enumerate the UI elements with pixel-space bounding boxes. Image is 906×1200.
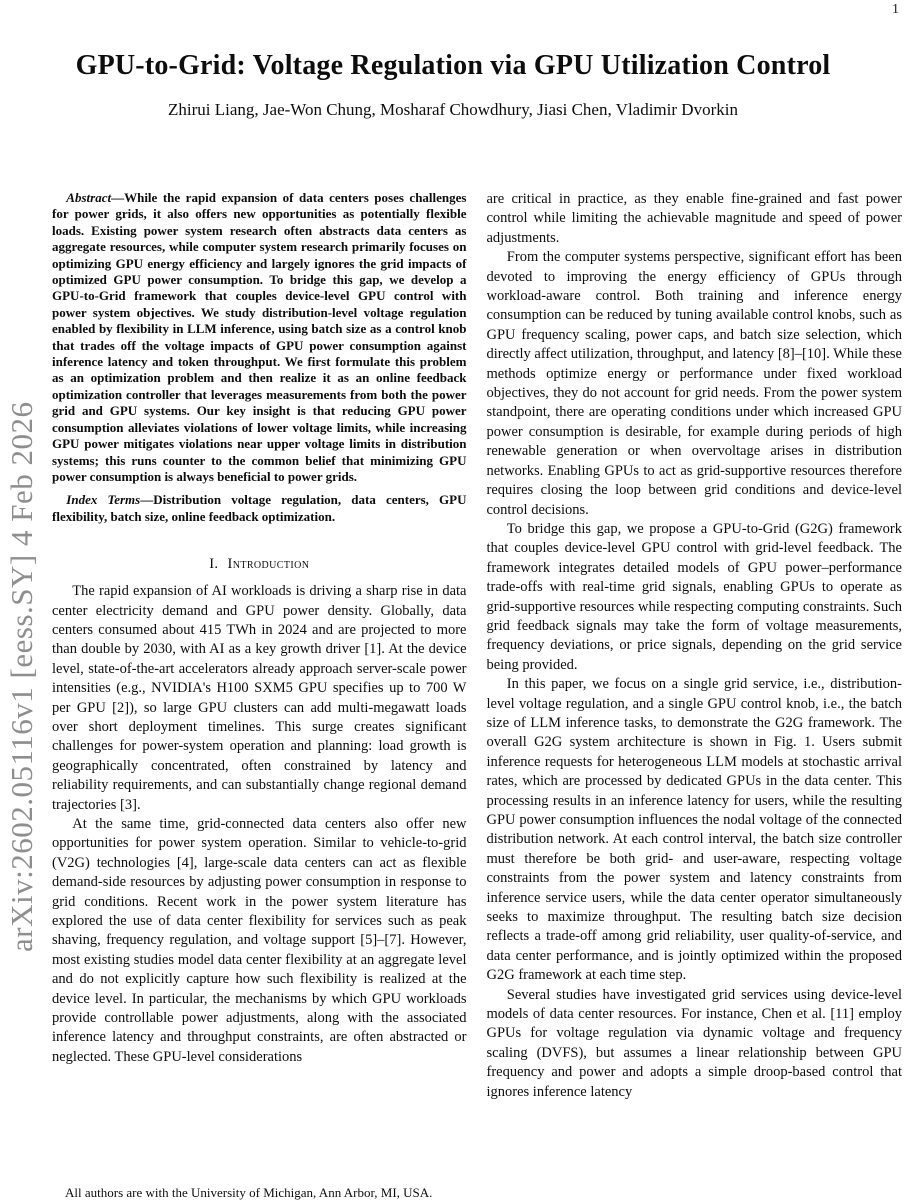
right-paragraph-5: Several studies have investigated grid services using device-level models of data center resources. For instance, Chen et al. [11] employ GPUs for voltage regulation via dynamic voltage and frequency scaling (DVFS), but assumes a linear relationship between GPU frequency and power and adopts a simple droop-based control that ignores inference latency	[486, 986, 902, 1100]
right-paragraph-3: To bridge this gap, we propose a GPU-to-Grid (G2G) framework that couples device-level GPU control with grid-level feedback. The framework integrates detailed models of GPU power–performance trade-offs with real-time grid signals, enabling GPUs to operate as grid-supportive resources while respecting computing constraints. Such grid feedback signals may take the form of voltage measurements, frequency deviations, or price signals, depending on the grid service being provided.	[486, 520, 902, 673]
index-terms-text: —Distribution voltage regulation, data centers, GPU flexibility, batch size, online feedback optimization.	[52, 492, 467, 524]
index-terms-paragraph	[52, 492, 467, 525]
paper-header	[0, 0, 906, 120]
right-paragraph-2: From the computer systems perspective, significant effort has been devoted to improving the energy efficiency of GPUs through workload-aware control. Both training and inference energy consumption can be reduced by tuning available control knobs, such as GPU frequency scaling, power caps, and batch size selection, which directly affect utilization, throughput, and latency [8]–[10]. While these methods optimize energy or performance under fixed workload objectives, they do not account for grid needs. From the power system standpoint, there are operating conditions under which increased GPU power consumption is desirable, for example during periods of high renewable generation or when overvoltage arises in distribution networks. Enabling GPUs to act as grid-supportive resources therefore requires closing the loop between grid conditions and device-level control decisions.	[486, 249, 902, 518]
left-column	[52, 190, 467, 1200]
abstract-paragraph	[52, 190, 467, 485]
right-paragraph-1: are critical in practice, as they enable fine-grained and fast power control while limiting the achievable magnitude and speed of power adjustments.	[486, 191, 902, 246]
index-terms-label: Index Terms	[66, 492, 141, 508]
paper-title: GPU-to-Grid: Voltage Regulation via GPU Utilization Control	[75, 50, 831, 81]
section-heading-introduction: I. Introduction	[209, 556, 310, 573]
author-affiliation-footnote: All authors are with the University of Michigan, Ann Arbor, MI, USA.	[65, 1185, 433, 1200]
two-column-layout	[0, 190, 906, 1200]
right-paragraph-4: In this paper, we focus on a single grid service, i.e., distribution-level voltage regulation, and a single GPU control knob, i.e., the batch size of LLM inference tasks, to demonstrate the G2G framework. The overall G2G system architecture is shown in Fig. 1. Users submit inference requests for heterogeneous LLM models at stochastic arrival rates, which are processed by dedicated GPUs in the data center. This processing results in an inference latency for users, while the resulting GPU power consumption influences the nodal voltage of the connected distribution network. At each control interval, the batch size controller must therefore be both grid- and user-aware, respecting voltage constraints from the power system and latency constraints from inference service users, while the data center operator simultaneously seeks to maximize throughput. The resulting batch size decision reflects a trade-off among grid reliability, user quality-of-service, and data center performance, and is jointly optimized within the proposed G2G framework at each time step.	[486, 676, 902, 984]
arxiv-watermark: arXiv:2602.05116v1 [eess.SY] 4 Feb 2026	[4, 401, 39, 952]
abstract-label: Abstract	[66, 190, 112, 205]
intro-paragraph-1: The rapid expansion of AI workloads is driving a sharp rise in data center electricity demand and GPU power density. Globally, data centers consumed about 415 TWh in 2024 and are projected to more than double by 2030, with AI as a key growth driver [1]. At the device level, state-of-the-art accelerators already approach server-scale power intensities (e.g., NVIDIA's H100 SXM5 GPU specifies up to 700 W per GPU [2]), so large GPU clusters can add multi-megawatt loads over short deployment timelines. This surge creates significant challenges for power-system operation and planning: load growth is geographically concentrated, often constrained by latency and reliability requirements, and can substantially change regional demand trajectories [3].	[52, 583, 467, 813]
intro-paragraph-2: At the same time, grid-connected data centers also offer new opportunities for power system operation. Similar to vehicle-to-grid (V2G) technologies [4], large-scale data centers can act as flexible demand-side resources by adjusting power consumption in response to grid conditions. Recent work in the power system literature has explored the use of data center flexibility for services such as peak shaving, frequency regulation, and voltage support [5]–[7]. However, most existing studies model data center flexibility at an aggregate level and do not explicitly capture how such flexibility is realized at the device level. In particular, the mechanisms by which GPU workloads provide controllable power adjustments, along with the associated inference latency and throughput constraints, are often abstracted or neglected. These GPU-level considerations	[52, 816, 467, 1065]
abstract-text: —While the rapid expansion of data centers poses challenges for power grids, it also offers new opportunities as potentially flexible loads. Existing power system research often abstracts data centers as aggregate resources, while computer system research primarily focuses on optimizing GPU energy efficiency and largely ignores the grid impacts of optimized GPU power consumption. To bridge this gap, we develop a GPU-to-Grid framework that couples device-level GPU control with power system objectives. We study distribution-level voltage regulation enabled by flexibility in LLM inference, using batch size as a control knob that trades off the voltage impacts of GPU power consumption against inference latency and token throughput. We first formulate this problem as an optimization problem and then realize it as an online feedback optimization controller that leverages measurements from both the power grid and GPU systems. Our key insight is that reducing GPU power consumption alleviates violations of lower voltage limits, while increasing GPU power mitigates violations near upper voltage limits in distribution systems; this runs counter to the common belief that minimizing GPU power consumption is always beneficial to power grids.	[52, 190, 467, 484]
page-number: 1	[892, 2, 899, 17]
right-column	[487, 190, 903, 1200]
paper-authors: Zhirui Liang, Jae-Won Chung, Mosharaf Chowdhury, Jiasi Chen, Vladimir Dvorkin	[168, 100, 738, 119]
